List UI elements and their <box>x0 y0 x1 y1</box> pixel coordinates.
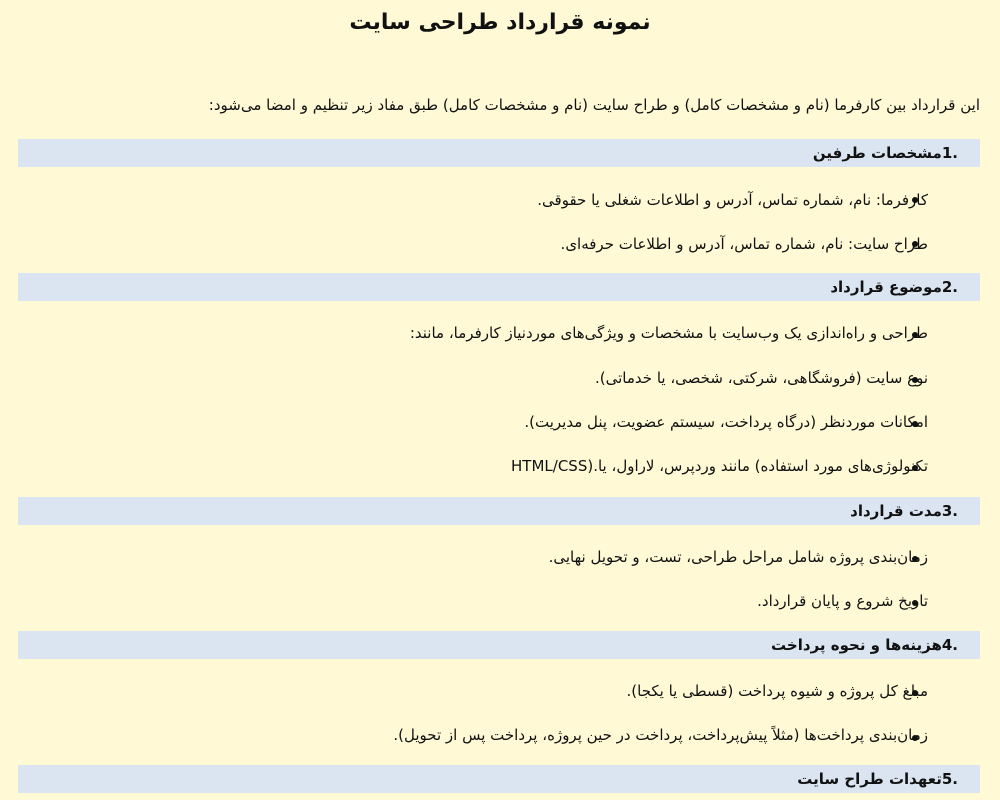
list-item: تاریخ شروع و پایان قرارداد. <box>757 592 928 610</box>
section-header-subject: .2موضوع قرارداد <box>18 273 980 301</box>
list-item: نوع سایت (فروشگاهی، شرکتی، شخصی، یا خدماتی). <box>595 369 928 387</box>
section-header-duration: .3مدت قرارداد <box>18 497 980 525</box>
section-header-parties: .1مشخصات طرفین <box>18 139 980 167</box>
list-item: کارفرما: نام، شماره تماس، آدرس و اطلاعات شغلی یا حقوقی. <box>537 191 928 209</box>
list-item: امکانات موردنظر (درگاه پرداخت، سیستم عضویت، پنل مدیریت). <box>524 413 928 431</box>
list-item: زمان‌بندی پروژه شامل مراحل طراحی، تست، و تحویل نهایی. <box>548 548 928 566</box>
section-header-payment: .4هزینه‌ها و نحوه پرداخت <box>18 631 980 659</box>
intro-paragraph: این قرارداد بین کارفرما (نام و مشخصات کامل) و طراح سایت (نام و مشخصات کامل) طبق مفاد زیر تنظیم و امضا می‌شود: <box>208 96 980 114</box>
document-title: نمونه قرارداد طراحی سایت <box>349 10 651 35</box>
list-item: مبلغ کل پروژه و شیوه پرداخت (قسطی یا یکجا). <box>626 682 928 700</box>
section-header-designer-obligations: .5تعهدات طراح سایت <box>18 765 980 793</box>
list-item: تکنولوژی‌های مورد استفاده) مانند وردپرس، لاراول، یا.(HTML/CSS <box>511 457 928 475</box>
list-item: زمان‌بندی پرداخت‌ها (مثلاً پیش‌پرداخت، پرداخت در حین پروژه، پرداخت پس از تحویل). <box>393 726 928 744</box>
list-item: طراحی و راه‌اندازی یک وب‌سایت با مشخصات و ویژگی‌های موردنیاز کارفرما، مانند: <box>409 324 928 342</box>
list-item: طراح سایت: نام، شماره تماس، آدرس و اطلاعات حرفه‌ای. <box>560 235 928 253</box>
